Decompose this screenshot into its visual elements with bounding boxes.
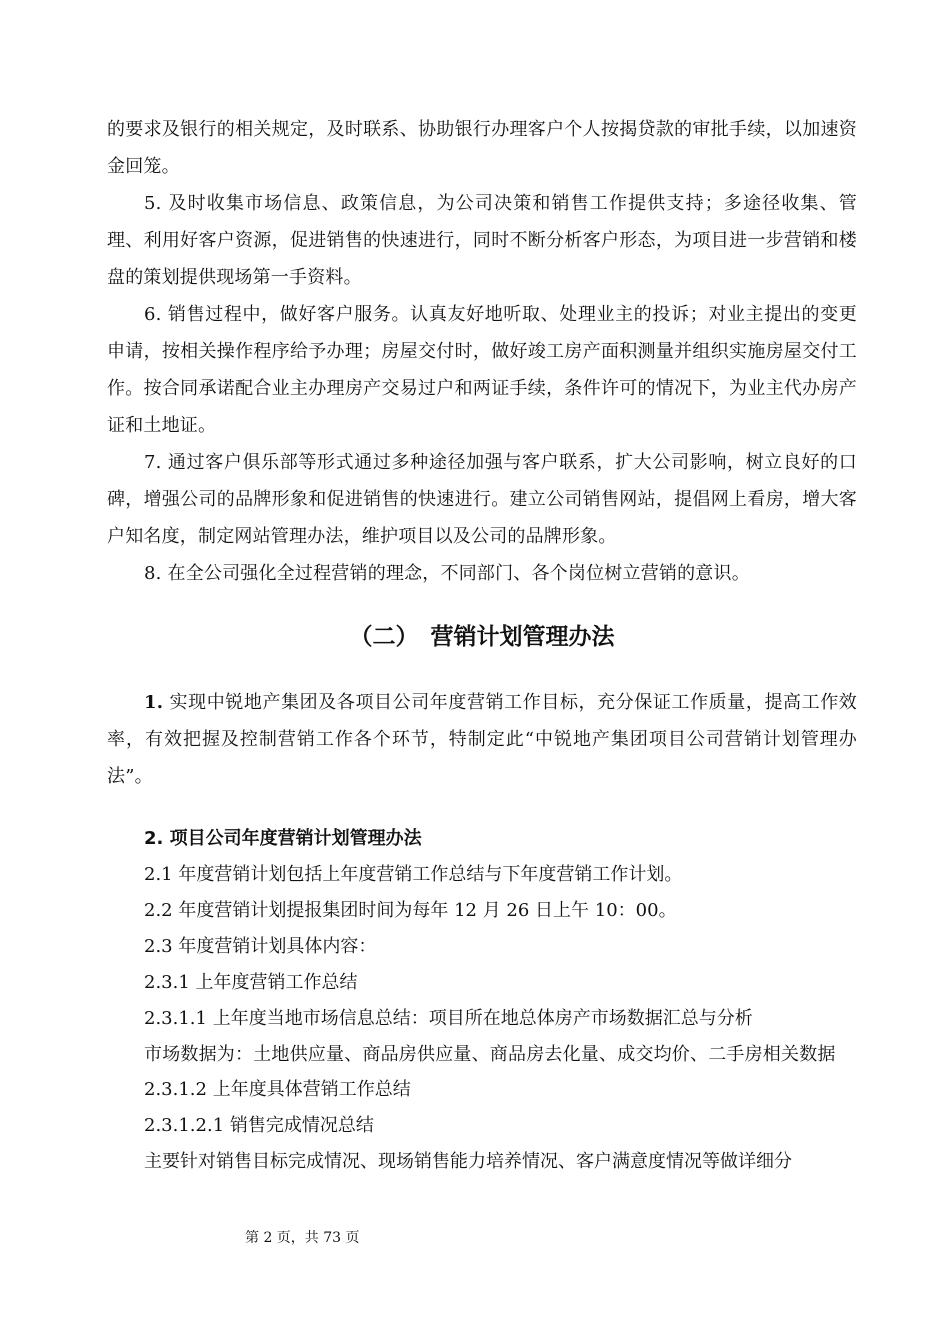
line-2-3-1-1: 2.3.1.1 上年度当地市场信息总结：项目所在地总体房产市场数据汇总与分析 xyxy=(144,1008,753,1029)
page-content xyxy=(107,111,857,1180)
line-2-3-1: 2.3.1 上年度营销工作总结 xyxy=(144,972,358,993)
paragraph-item-7: 7. 通过客户俱乐部等形式通过多种途径加强与客户联系，扩大公司影响，树立良好的口碑，增强公司的品牌形象和促进销售的快速进行。建立公司销售网站，提倡网上看房，增大客户知名度，制定网站管理办法，维护项目以及公司的品牌形象。 xyxy=(107,452,857,547)
line-sales-summary: 主要针对销售目标完成情况、现场销售能力培养情况、客户满意度情况等做详细分 xyxy=(144,1151,792,1172)
section-title: 营销计划管理办法 xyxy=(430,624,615,650)
line-2-3-1-2: 2.3.1.2 上年度具体营销工作总结 xyxy=(144,1079,411,1100)
market-data-paragraph: 市场数据为：土地供应量、商品房供应量、商品房去化量、成交均价、二手房相关数据 xyxy=(144,1044,836,1065)
section-heading xyxy=(107,613,857,661)
line-2-3-1-2-1: 2.3.1.2.1 销售完成情况总结 xyxy=(144,1115,374,1136)
paragraph-item-5: 5. 及时收集市场信息、政策信息，为公司决策和销售工作提供支持；多途径收集、管理、利用好客户资源，促进销售的快速进行，同时不断分析客户形态，为项目进一步营销和楼盘的策划提供现场第一手资料。 xyxy=(107,193,857,288)
paragraph-item-1 xyxy=(107,684,857,795)
line-2-2: 2.2 年度营销计划提报集团时间为每年 12 月 26 日上午 10：00。 xyxy=(144,900,677,921)
section-number: （二） xyxy=(349,624,419,650)
paragraph-item-6: 6. 销售过程中，做好客户服务。认真友好地听取、处理业主的投诉；对业主提出的变更申请，按相关操作程序给予办理；房屋交付时，做好竣工房产面积测量并组织实施房屋交付工作。按合同承诺配合业主办理房产交易过户和两证手续，条件许可的情况下，为业主代办房产证和土地证。 xyxy=(107,304,857,436)
line-2-3: 2.3 年度营销计划具体内容： xyxy=(144,936,377,957)
item-2-title: 2. 项目公司年度营销计划管理办法 xyxy=(144,828,422,849)
line-2-1: 2.1 年度营销计划包括上年度营销工作总结与下年度营销工作计划。 xyxy=(144,864,683,885)
paragraph-item-8: 8. 在全公司强化全过程营销的理念，不同部门、各个岗位树立营销的意识。 xyxy=(144,563,750,584)
item-1-number: 1. xyxy=(144,692,164,713)
paragraph-continuation: 的要求及银行的相关规定，及时联系、协助银行办理客户个人按揭贷款的审批手续，以加速资金回笼。 xyxy=(107,119,857,177)
page-footer: 第 2 页，共 73 页 xyxy=(245,1230,360,1246)
item-1-text: 实现中锐地产集团及各项目公司年度营销工作目标，充分保证工作质量，提高工作效率，有效把握及控制营销工作各个环节，特制定此“中锐地产集团项目公司营销计划管理办法”。 xyxy=(107,692,858,787)
